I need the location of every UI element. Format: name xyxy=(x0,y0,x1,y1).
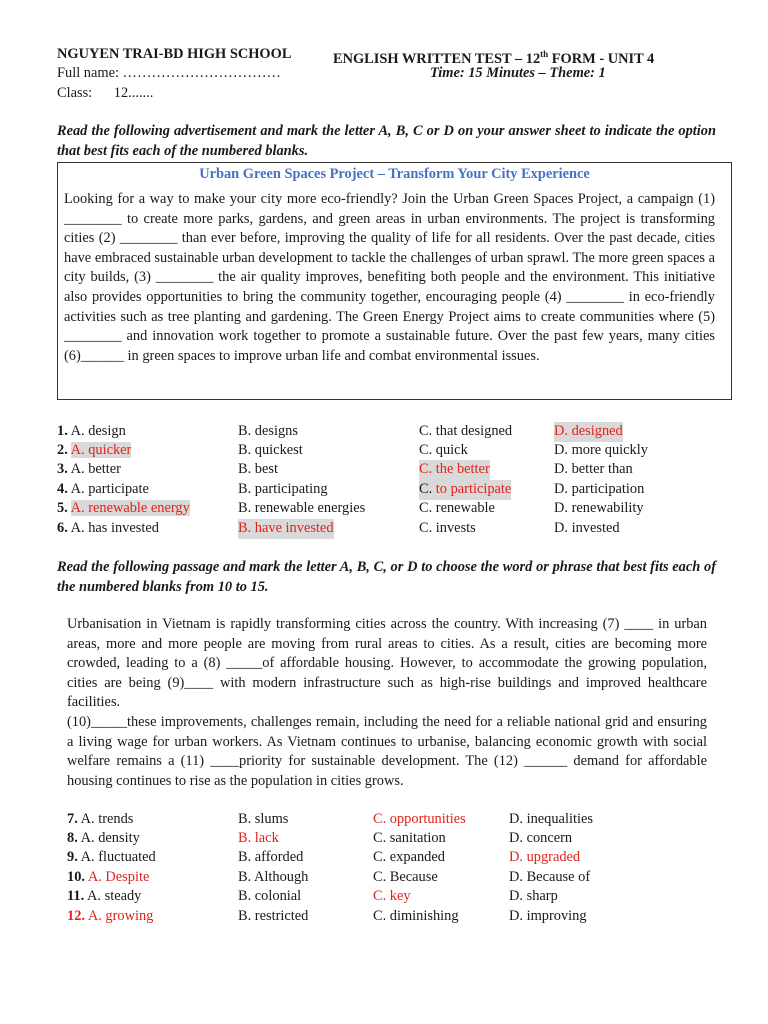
question-number: 7. xyxy=(67,811,78,827)
question-row xyxy=(67,868,717,888)
option-d[interactable]: D. more quickly xyxy=(554,442,648,458)
option-c-answer[interactable]: C. the better xyxy=(419,460,490,480)
question-number: 5. xyxy=(57,500,68,516)
question-row xyxy=(57,480,717,500)
test-title-sup: th xyxy=(540,49,549,59)
option-a[interactable]: A. has invested xyxy=(70,520,159,536)
option-a[interactable]: A. steady xyxy=(87,888,142,904)
question-row xyxy=(67,907,717,927)
question-row xyxy=(67,848,717,868)
question-number: 8. xyxy=(67,830,78,846)
fullname-field[interactable]: Full name: …………………………… xyxy=(57,65,281,81)
test-title-post: FORM - UNIT 4 xyxy=(548,50,655,67)
option-b[interactable]: B. afforded xyxy=(238,849,304,865)
advertisement-box xyxy=(57,162,732,400)
option-b-answer[interactable]: B. have invested xyxy=(238,519,334,539)
option-d[interactable]: D. inequalities xyxy=(509,811,593,827)
option-d[interactable]: D. Because of xyxy=(509,869,591,885)
class-field[interactable]: Class: 12....... xyxy=(57,85,154,101)
option-c[interactable]: C. that designed xyxy=(419,423,513,439)
option-c[interactable]: C. renewable xyxy=(419,500,495,516)
option-a[interactable]: A. better xyxy=(70,461,121,477)
option-d[interactable]: D. concern xyxy=(509,830,573,846)
question-number: 4. xyxy=(57,481,68,497)
test-title-pre: ENGLISH WRITTEN TEST – 12 xyxy=(333,50,541,67)
option-d[interactable]: D. participation xyxy=(554,481,645,497)
option-c[interactable]: C. expanded xyxy=(373,849,445,865)
option-a-answer[interactable]: A. quicker xyxy=(70,442,132,458)
question-row xyxy=(57,460,717,480)
question-row xyxy=(57,499,717,519)
option-c[interactable]: C. diminishing xyxy=(373,908,459,924)
option-c-text: to participate xyxy=(432,481,512,497)
section2-instruction: Read the following passage and mark the letter A, B, C, or D to choose the word or phrase that best fits each of the numbered blanks from 10 to 15. xyxy=(57,559,716,595)
question-number: 12. xyxy=(67,908,85,924)
option-b[interactable]: B. designs xyxy=(238,423,298,439)
option-b[interactable]: B. participating xyxy=(238,481,328,497)
question-row xyxy=(67,810,717,830)
option-b[interactable]: B. quickest xyxy=(238,442,303,458)
question-number: 10. xyxy=(67,869,85,885)
option-b[interactable]: B. colonial xyxy=(238,888,302,904)
question-number: 11. xyxy=(67,888,85,904)
option-b[interactable]: B. restricted xyxy=(238,908,309,924)
option-d-answer[interactable]: D. upgraded xyxy=(509,849,581,865)
option-a[interactable]: A. fluctuated xyxy=(80,849,156,865)
option-a[interactable]: A. trends xyxy=(80,811,134,827)
option-d[interactable]: D. renewability xyxy=(554,500,644,516)
question-row xyxy=(57,441,717,461)
time-theme: Time: 15 Minutes – Theme: 1 xyxy=(430,65,606,81)
option-a-answer[interactable]: A. Despite xyxy=(87,869,150,885)
option-b[interactable]: B. Although xyxy=(238,869,309,885)
option-a-answer[interactable]: A. growing xyxy=(87,908,154,924)
option-a[interactable]: A. participate xyxy=(70,481,149,497)
passage-paragraph-2: (10)_____these improvements, challenges remain, including the need for a reliable national grid and ensuring a living wage for urban workers. As Vietnam continues to urbanise, balancing economic growth with social welfare remains a (11) ____priority for sustainable development. The (12) ______ demand for affordable housing continues to rise as the population in cities grows. xyxy=(67,714,707,789)
option-b[interactable]: B. slums xyxy=(238,811,289,827)
option-a[interactable]: A. density xyxy=(80,830,140,846)
option-c-answer[interactable]: C. key xyxy=(373,888,411,904)
question-number: 6. xyxy=(57,520,68,536)
question-number: 1. xyxy=(57,423,68,439)
option-c[interactable]: C. sanitation xyxy=(373,830,446,846)
section1-instruction: Read the following advertisement and mark the letter A, B, C or D on your answer sheet to indicate the option that best fits each of the numbered blanks. xyxy=(57,123,716,159)
option-a[interactable]: A. design xyxy=(70,423,126,439)
option-d-answer[interactable]: D. designed xyxy=(554,422,623,442)
option-c-answer[interactable] xyxy=(419,480,511,500)
question-row xyxy=(67,829,717,849)
advertisement-title: Urban Green Spaces Project – Transform Your City Experience xyxy=(199,166,590,182)
option-d[interactable]: D. better than xyxy=(554,461,633,477)
option-c-letter: C. xyxy=(419,481,433,497)
advertisement-passage: Looking for a way to make your city more eco-friendly? Join the Urban Green Spaces Project, a campaign (1) ________ to create more parks, gardens, and green areas in urban environments. The project is transforming cities (2) ________ than ever before, improving the quality of life for all residents. Over the past decade, cities have embraced sustainable urban development to tackle the challenges of urban sprawl. The more green spaces a city builds, (3) ________ the air quality improves, benefiting both people and the environment. This initiative also provides opportunities to bring the community together, encouraging people (4) ________ in eco-friendly activities such as tree planting and gardening. The Green Energy Project aims to create communities where (5) ________ and innovation work together to promote a sustainable future. Over the past few years, many cities (6)______ in green spaces to improve urban life and combat environmental issues. xyxy=(64,191,715,364)
question-row xyxy=(57,519,717,539)
question-number: 3. xyxy=(57,461,68,477)
option-c-answer[interactable]: C. opportunities xyxy=(373,811,466,827)
option-d[interactable]: D. invested xyxy=(554,520,620,536)
option-d[interactable]: D. improving xyxy=(509,908,587,924)
option-b-answer[interactable]: B. lack xyxy=(238,830,279,846)
question-row xyxy=(57,422,717,442)
option-c[interactable]: C. quick xyxy=(419,442,468,458)
question-number: 2. xyxy=(57,442,68,458)
option-b[interactable]: B. renewable energies xyxy=(238,500,366,516)
question-number: 9. xyxy=(67,849,78,865)
option-c[interactable]: C. Because xyxy=(373,869,438,885)
option-d[interactable]: D. sharp xyxy=(509,888,558,904)
question-row xyxy=(67,887,717,907)
option-b[interactable]: B. best xyxy=(238,461,278,477)
option-c[interactable]: C. invests xyxy=(419,520,476,536)
option-a-answer[interactable]: A. renewable energy xyxy=(70,500,190,516)
passage-paragraph-1: Urbanisation in Vietnam is rapidly transforming cities across the country. With increasing (7) ____ in urban areas, more and more people are moving from rural areas to cities. As a result, cities are becoming more crowded, leading to a (8) _____of affordable housing. However, to accommodate the growing population, cities are being (9)____ with modern infrastructure such as high-rise buildings and improved healthcare facilities. xyxy=(67,616,707,711)
school-name: NGUYEN TRAI-BD HIGH SCHOOL xyxy=(57,46,292,62)
